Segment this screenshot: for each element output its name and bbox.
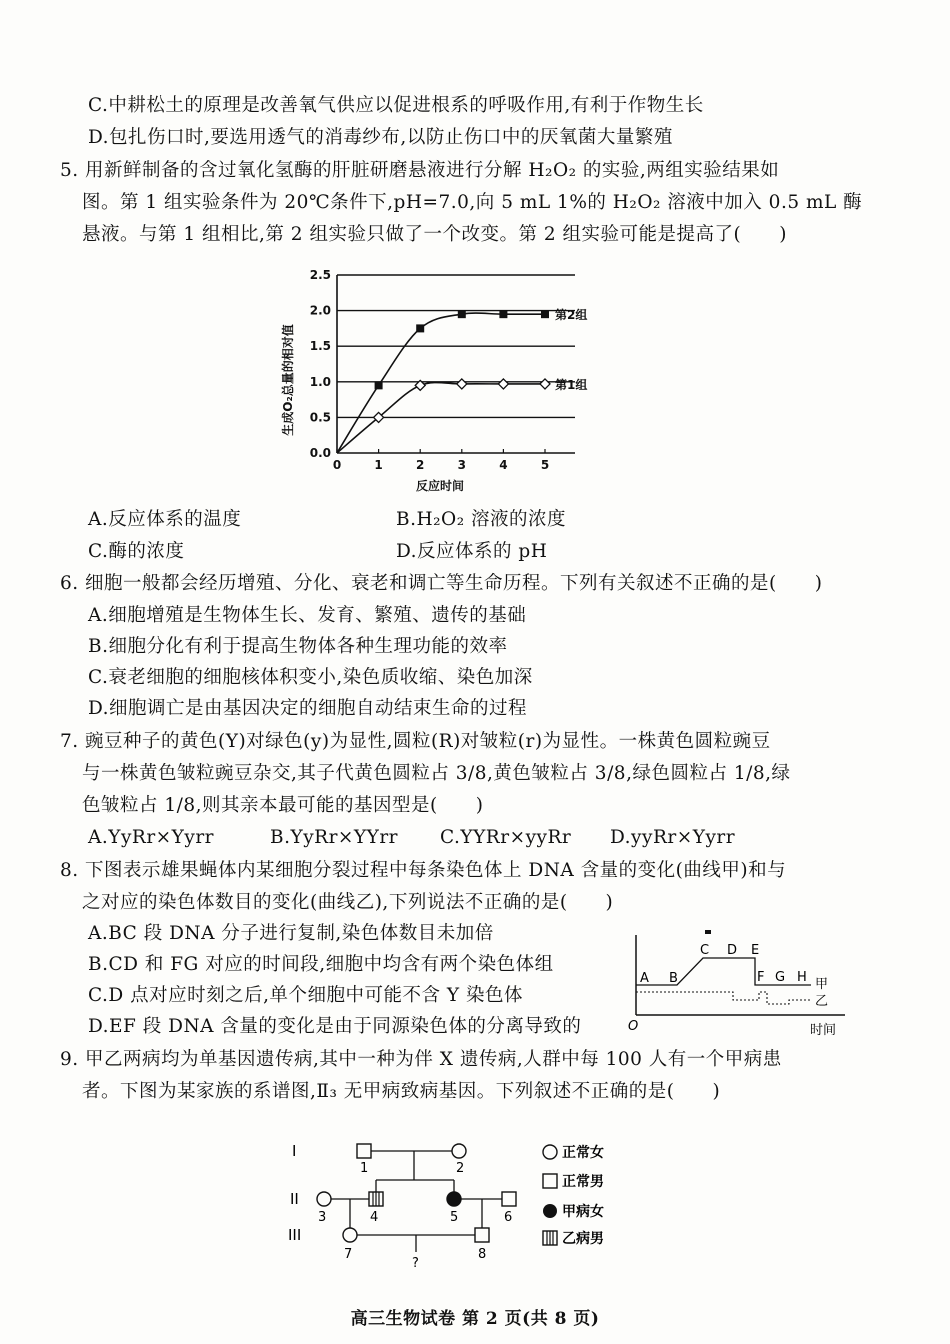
chart-point-group1: [457, 379, 467, 389]
q4-option-d: D.包扎伤口时,要选用透气的消毒纱布,以防止伤口中的厌氧菌大量繁殖: [88, 127, 673, 148]
chart-ytick-label: 2.5: [309, 268, 331, 282]
chart-point-group2: [499, 310, 507, 318]
q8-label-time: 时间: [810, 1023, 837, 1038]
chart-series-line-1: [337, 313, 545, 453]
q8-label-origin: O: [628, 1019, 639, 1034]
i2-normal-female: [452, 1144, 466, 1158]
pedigree-chart: [280, 1130, 640, 1280]
q6-option-b: B.细胞分化有利于提高生物体各种生理功能的效率: [88, 636, 508, 657]
q7-option-d: D.yyRr×Yyrr: [610, 827, 736, 848]
i1-normal-male: [357, 1144, 371, 1158]
label-5: 5: [450, 1210, 459, 1225]
q8-stem-line-1: 8. 下图表示雄果蝇体内某细胞分裂过程中每条染色体上 DNA 含量的变化(曲线甲)和与: [60, 860, 787, 881]
q8-option-b: B.CD 和 FG 对应的时间段,细胞中均含有两个染色体组: [88, 954, 554, 975]
chart-ylabel: 生成O₂总量的相对值: [281, 324, 295, 436]
chart-ytick-label: 0.0: [309, 446, 331, 460]
label-2: 2: [456, 1161, 465, 1176]
chart-ytick-label: 1.0: [309, 374, 331, 389]
iii8-normal-male: [475, 1228, 489, 1242]
q8-option-a: A.BC 段 DNA 分子进行复制,染色体数目未加倍: [88, 923, 494, 944]
label-3: 3: [318, 1210, 327, 1225]
chart-xtick-label: 3: [457, 458, 466, 472]
ii5-disease-jia-female: [447, 1192, 461, 1206]
chart-point-group2: [458, 310, 466, 318]
q5-stem-line-2: 图。第 1 组实验条件为 20℃条件下,pH=7.0,向 5 mL 1%的 H₂O₂ 溶液中加入 0.5 mL 酶: [82, 192, 863, 213]
legend-normal-female-icon: [543, 1145, 557, 1159]
q8-label-f: F: [757, 970, 765, 985]
chart-ytick-label: 1.5: [309, 339, 331, 354]
q7-stem-line-2: 与一株黄色皱粒豌豆杂交,其子代黄色圆粒占 3/8,黄色皱粒占 3/8,绿色圆粒占 1/8,绿: [82, 763, 791, 784]
label-unknown: ?: [412, 1256, 419, 1271]
q8-label-d: D: [727, 943, 738, 958]
q8-graph: [625, 930, 845, 1040]
gen-label-ii: II: [290, 1190, 299, 1208]
chart-ytick-label: 2.0: [309, 303, 331, 318]
chart-point-group1: [540, 379, 550, 389]
legend-normal-female: 正常女: [562, 1145, 604, 1161]
ii3-normal-female: [317, 1192, 331, 1206]
q8-label-a: A: [640, 971, 649, 986]
label-8: 8: [478, 1247, 487, 1262]
q8-label-jia: 甲: [815, 977, 829, 992]
q5-stem-line-1: 5. 用新鲜制备的含过氧化氢酶的肝脏研磨悬液进行分解 H₂O₂ 的实验,两组实验结果如: [60, 160, 780, 181]
chart-xtick-label: 1: [374, 458, 383, 472]
q5-option-d: D.反应体系的 pH: [396, 541, 548, 562]
q9-stem-line-1: 9. 甲乙两病均为单基因遗传病,其中一种为伴 X 遗传病,人群中每 100 人有一个甲病患: [60, 1049, 782, 1070]
chart-point-group1: [374, 412, 384, 422]
chart-xtick-label: 0: [332, 458, 342, 472]
q8-stem-line-2: 之对应的染色体数目的变化(曲线乙),下列说法不正确的是( ): [82, 892, 614, 913]
q8-dot-mark: [705, 930, 711, 934]
chart-series-line-2: [337, 383, 545, 453]
q4-option-c: C.中耕松土的原理是改善氧气供应以促进根系的呼吸作用,有利于作物生长: [88, 95, 704, 116]
legend-disease-jia-female: 甲病女: [562, 1204, 604, 1220]
legend-normal-male-icon: [543, 1174, 557, 1188]
chart-xtick-label: 5: [540, 458, 550, 472]
legend-disease-yi-male: 乙病男: [562, 1231, 604, 1247]
label-4: 4: [370, 1210, 379, 1225]
label-6: 6: [504, 1210, 513, 1225]
q8-label-c: C: [700, 943, 710, 958]
chart-legend-label: 第1组: [555, 377, 588, 392]
q5-option-b: B.H₂O₂ 溶液的浓度: [396, 509, 566, 530]
q5-option-a: A.反应体系的温度: [88, 509, 242, 530]
q8-label-yi: 乙: [815, 994, 829, 1009]
chart-legend-label: 第2组: [555, 308, 588, 323]
q6-option-d: D.细胞调亡是由基因决定的细胞自动结束生命的过程: [88, 698, 528, 719]
q8-option-d: D.EF 段 DNA 含量的变化是由于同源染色体的分离导致的: [88, 1016, 582, 1037]
q5-stem-line-3: 悬液。与第 1 组相比,第 2 组实验只做了一个改变。第 2 组实验可能是提高了( ): [82, 224, 787, 245]
chart-xlabel: 反应时间: [415, 479, 465, 493]
q8-option-c: C.D 点对应时刻之后,单个细胞中可能不含 Y 染色体: [88, 985, 523, 1006]
q7-option-b: B.YyRr×YYrr: [270, 827, 399, 848]
chart-xtick-label: 4: [499, 458, 508, 472]
chart-point-group2: [541, 310, 549, 318]
q8-label-g: G: [775, 970, 786, 985]
legend-disease-jia-female-icon: [543, 1204, 557, 1218]
legend-normal-male: 正常男: [562, 1174, 604, 1190]
chart-point-group1: [498, 379, 508, 389]
q7-option-c: C.YYRr×yyRr: [440, 827, 572, 848]
q7-stem-line-3: 色皱粒占 1/8,则其亲本最可能的基因型是( ): [82, 795, 484, 816]
gen-label-iii: III: [288, 1226, 302, 1244]
chart-point-group2: [416, 324, 424, 332]
q8-label-h: H: [797, 970, 807, 985]
chart-ytick-label: 0.5: [309, 410, 331, 425]
label-1: 1: [360, 1161, 369, 1176]
chart-xtick-label: 2: [416, 458, 425, 472]
q8-label-b: B: [669, 971, 678, 986]
q7-stem-line-1: 7. 豌豆种子的黄色(Y)对绿色(y)为显性,圆粒(R)对皱粒(r)为显性。一株黄色圆粒豌豆: [60, 731, 771, 752]
iii7-normal-female: [343, 1228, 357, 1242]
q8-curve-yi: [636, 992, 811, 1004]
label-7: 7: [344, 1247, 353, 1262]
q6-option-a: A.细胞增殖是生物体生长、发育、繁殖、遗传的基础: [88, 605, 527, 626]
page-footer: 高三生物试卷 第 2 页(共 8 页): [350, 1309, 600, 1329]
q5-option-c: C.酶的浓度: [88, 541, 185, 562]
q7-option-a: A.YyRr×Yyrr: [88, 827, 215, 848]
ii6-normal-male: [502, 1192, 516, 1206]
q6-option-c: C.衰老细胞的细胞核体积变小,染色质收缩、染色加深: [88, 667, 533, 688]
q6-stem: 6. 细胞一般都会经历增殖、分化、衰老和调亡等生命历程。下列有关叙述不正确的是( ): [60, 573, 823, 594]
q9-stem-line-2: 者。下图为某家族的系谱图,Ⅱ₃ 无甲病致病基因。下列叙述不正确的是( ): [82, 1081, 721, 1102]
chart-point-group1: [415, 380, 425, 390]
chart-point-group2: [375, 381, 383, 389]
q8-label-e: E: [751, 943, 760, 958]
gen-label-i: I: [292, 1142, 297, 1160]
